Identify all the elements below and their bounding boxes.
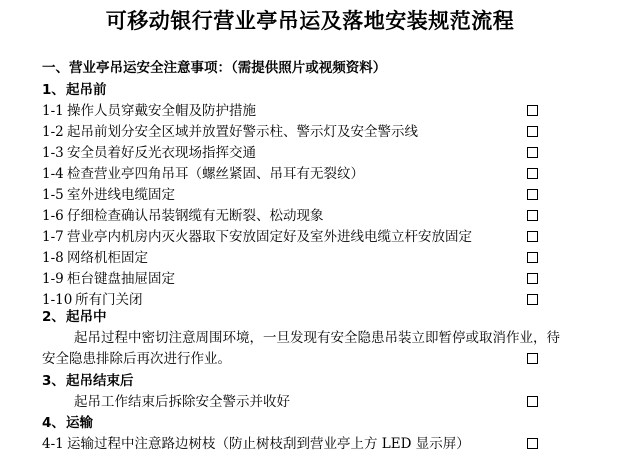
checklist-item <box>0 434 620 454</box>
item-text: 安全员着好反光衣现场指挥交通 <box>67 145 256 161</box>
checkbox[interactable] <box>527 105 538 116</box>
paragraph-line-1: 起吊过程中密切注意周围环境，一旦发现有安全隐患吊装立即暂停或取消作业，待 <box>74 330 560 346</box>
item-text: 室外进线电缆固定 <box>67 187 175 203</box>
checkbox[interactable] <box>527 396 538 407</box>
section-1-heading <box>0 58 620 78</box>
subsection-3-item <box>0 392 620 412</box>
subsection-label: 起吊中 <box>66 309 107 325</box>
item-text: 检查营业亭四角吊耳（螺丝紧固、吊耳有无裂纹） <box>67 166 364 182</box>
checklist-item <box>0 143 620 163</box>
checkbox[interactable] <box>527 231 538 242</box>
checkbox[interactable] <box>527 273 538 284</box>
section-1-heading-text: 一、营业亭吊运安全注意事项：（需提供照片或视频资料） <box>42 60 387 76</box>
checkbox[interactable] <box>527 147 538 158</box>
subsection-number: 2、 <box>42 309 65 325</box>
item-text: 营业亭内机房内灭火器取下安放固定好及室外进线电缆立杆安放固定 <box>67 229 472 245</box>
subsection-number: 3、 <box>42 373 65 389</box>
subsection-number: 1、 <box>42 82 65 98</box>
item-text: 柜台键盘抽屉固定 <box>67 271 175 287</box>
checkbox[interactable] <box>527 252 538 263</box>
item-number: 1-5 <box>42 187 64 203</box>
item-number: 1-8 <box>42 250 64 266</box>
item-text: 起吊前划分安全区域并放置好警示柱、警示灯及安全警示线 <box>67 124 418 140</box>
checkbox[interactable] <box>527 353 538 364</box>
checkbox[interactable] <box>527 126 538 137</box>
checkbox[interactable] <box>527 210 538 221</box>
checklist-item <box>0 227 620 247</box>
subsection-4-heading <box>0 413 620 433</box>
paragraph-line-2: 安全隐患排除后再次进行作业。 <box>42 351 231 367</box>
subsection-1-heading <box>0 80 620 100</box>
checklist-item <box>0 101 620 121</box>
item-number: 1-6 <box>42 208 64 224</box>
item-number: 1-4 <box>42 166 64 182</box>
checkbox[interactable] <box>527 438 538 449</box>
item-text: 仔细检查确认吊装钢缆有无断裂、松动现象 <box>67 208 324 224</box>
subsection-label: 起吊前 <box>66 82 107 98</box>
checkbox[interactable] <box>527 189 538 200</box>
item-number: 1-3 <box>42 145 64 161</box>
item-number: 1-9 <box>42 271 64 287</box>
item-number: 1-7 <box>42 229 64 245</box>
checkbox[interactable] <box>527 294 538 305</box>
item-text: 网络机柜固定 <box>67 250 148 266</box>
item-number: 4-1 <box>42 436 64 452</box>
checklist-item <box>0 164 620 184</box>
checklist-item <box>0 248 620 268</box>
checklist-item <box>0 206 620 226</box>
checklist-item <box>0 122 620 142</box>
checklist-item <box>0 185 620 205</box>
page-title: 可移动银行营业亭吊运及落地安装规范流程 <box>105 9 515 33</box>
checklist-item <box>0 269 620 289</box>
item-number: 1-1 <box>42 103 64 119</box>
item-text: 操作人员穿戴安全帽及防护措施 <box>67 103 256 119</box>
item-number: 1-2 <box>42 124 64 140</box>
subsection-2-heading <box>0 307 620 327</box>
subsection-2-paragraph <box>42 328 602 370</box>
subsection-label: 起吊结束后 <box>66 373 134 389</box>
item-text: 起吊工作结束后拆除安全警示并收好 <box>74 394 290 410</box>
item-text: 运输过程中注意路边树枝（防止树枝刮到营业亭上方 LED 显示屏） <box>67 436 470 452</box>
subsection-number: 4、 <box>42 415 65 431</box>
subsection-3-heading <box>0 371 620 391</box>
item-number: 1-10 <box>42 292 73 308</box>
item-text: 所有门关闭 <box>75 292 143 308</box>
checkbox[interactable] <box>527 168 538 179</box>
subsection-label: 运输 <box>66 415 93 431</box>
